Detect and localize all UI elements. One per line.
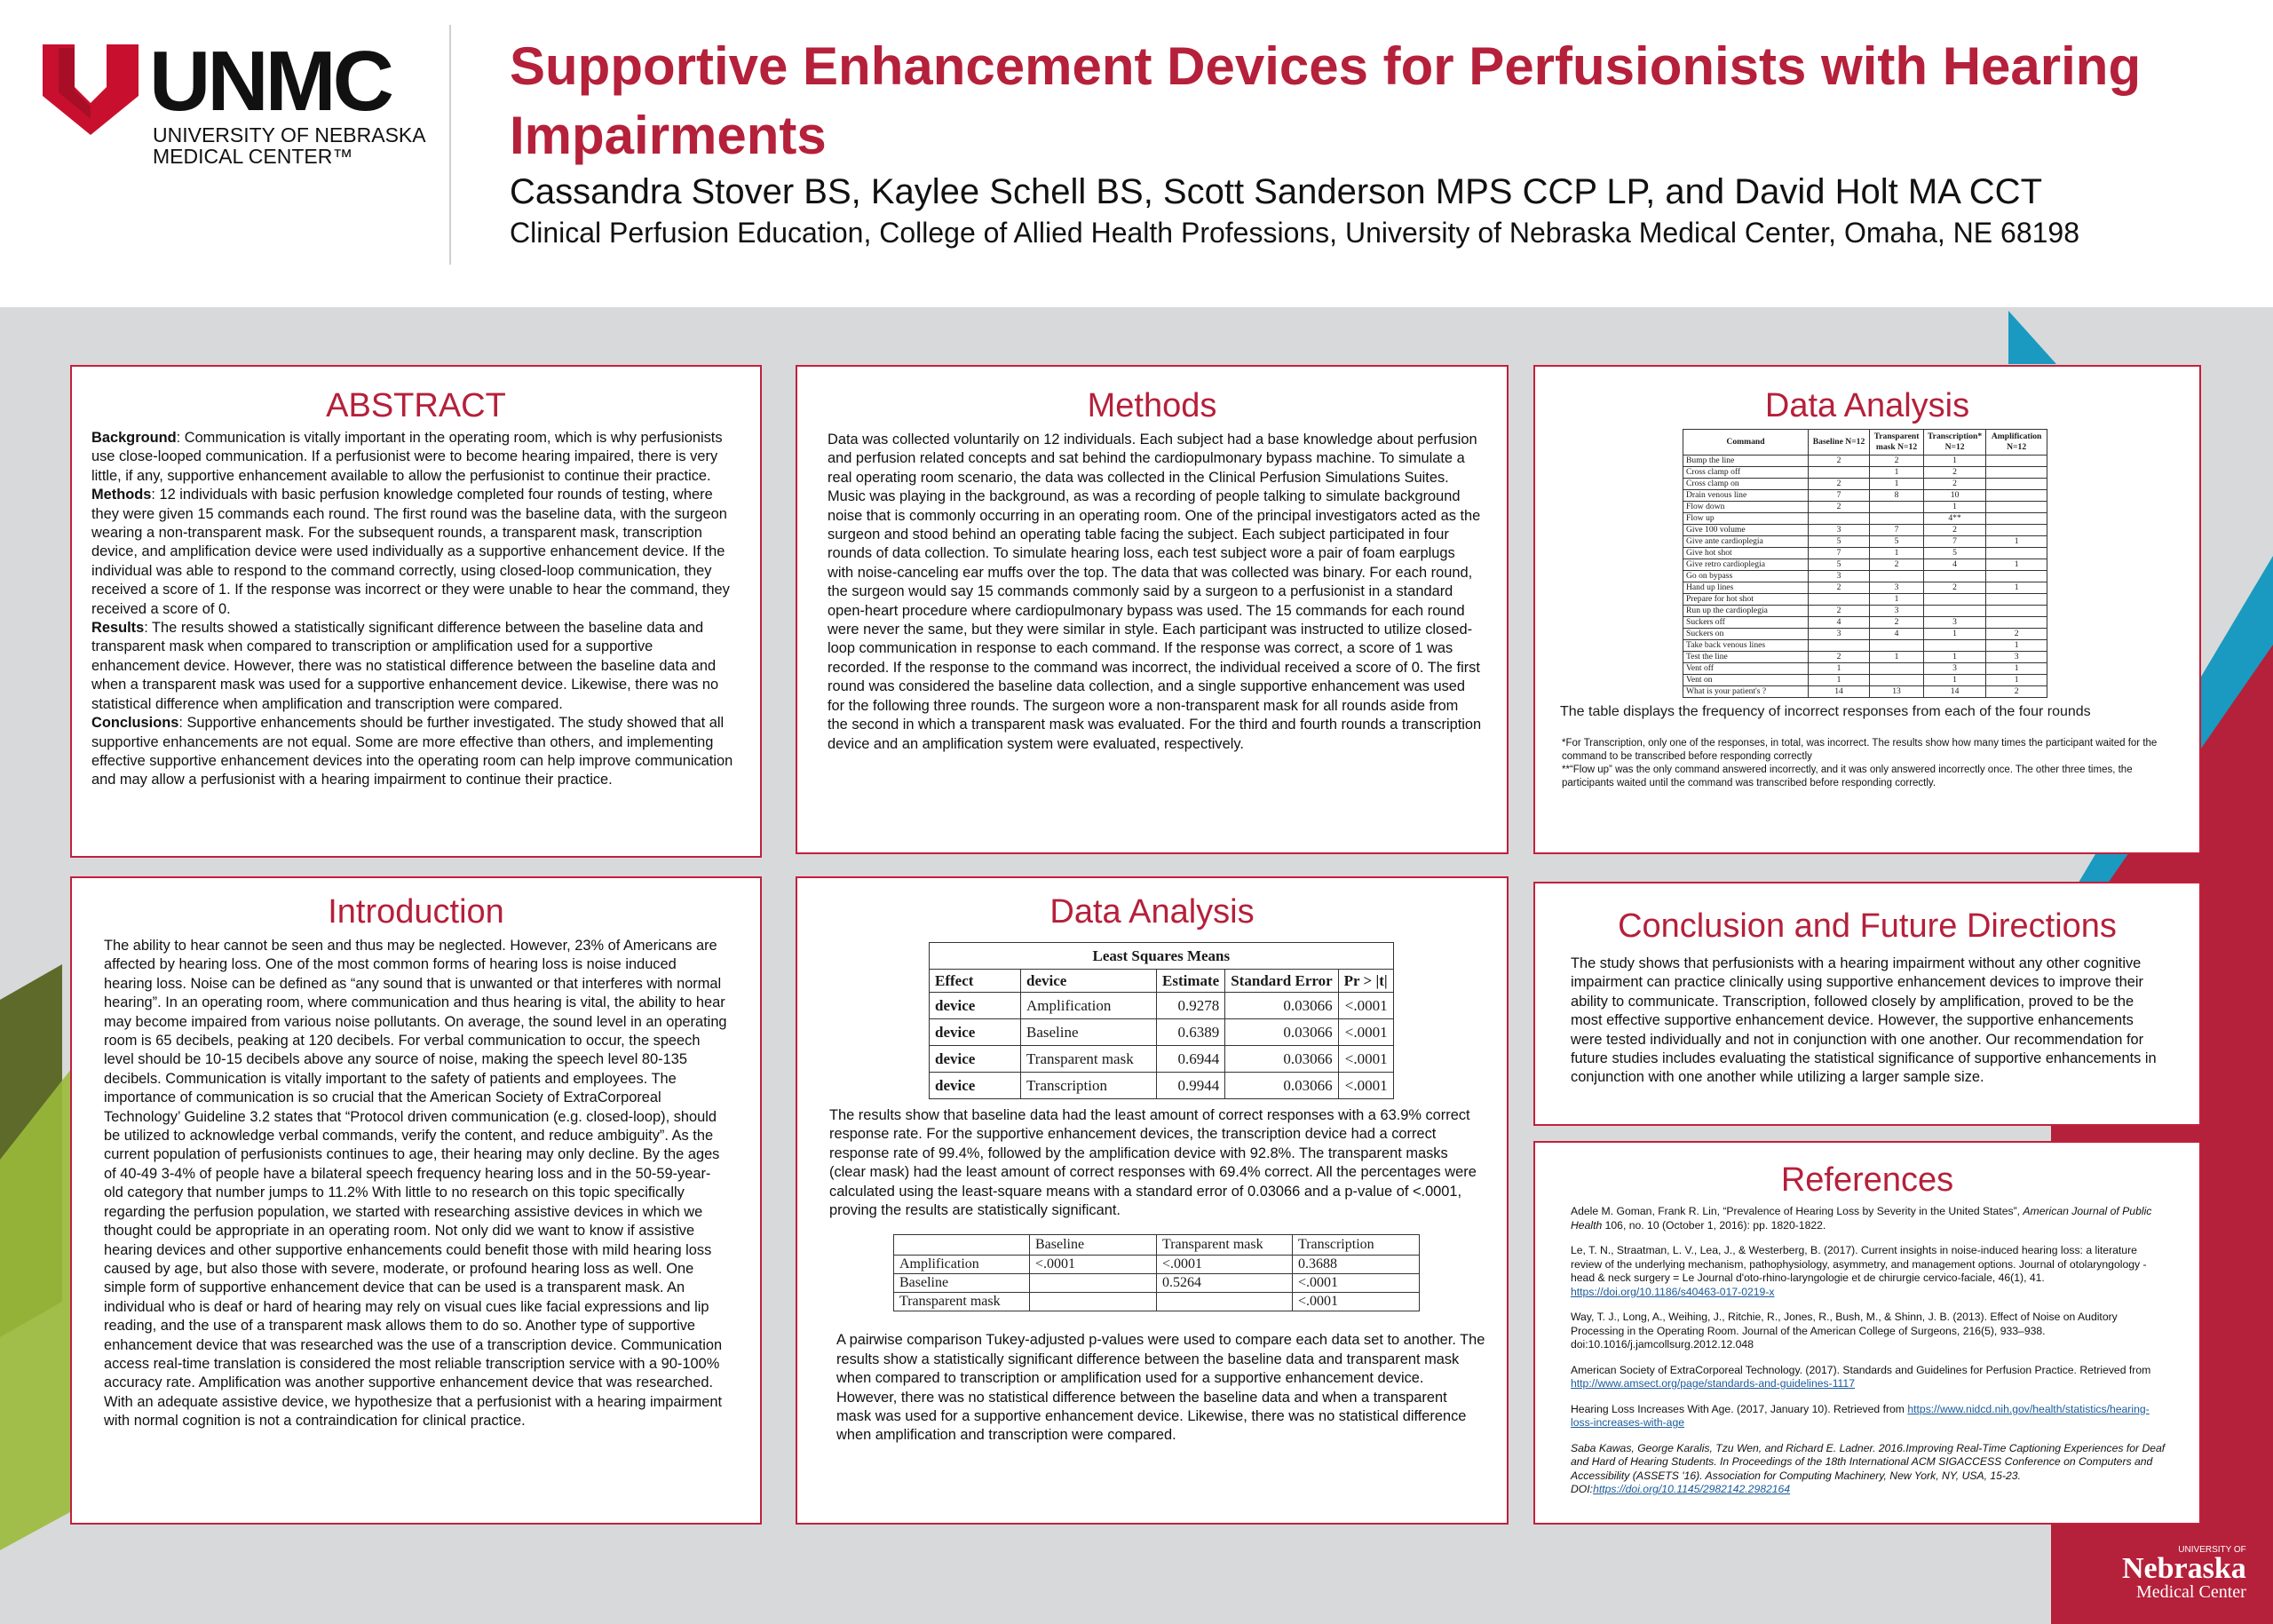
table-cell: 7 <box>1870 525 1924 536</box>
table-row <box>1683 629 2047 640</box>
reference-5: Hearing Loss Increases With Age. (2017, January 10). Retrieved from https://www.nidcd.nih.gov/health/statistics/hearing-loss-increases-with-age <box>1571 1402 2150 1429</box>
lsm-cell: 0.9944 <box>1157 1073 1225 1099</box>
table-cell: 2 <box>1924 525 1986 536</box>
reference-6: Saba Kawas, George Karalis, Tzu Wen, and Richard E. Ladner. 2016.Improving Real-Time Captioning Experiences for Deaf and Hard of Hearing Students. In Proceedings of the 18th International ACM SIGACCESS Conference on Computers and Accessibility (ASSETS '16). Association for Computing Machinery, New York, NY, USA, 15-23. DOI:https://doi.org/10.1145/2982142.2982164 <box>1571 1441 2166 1495</box>
conclusion-panel <box>1533 882 2201 1126</box>
table-cell: What is your patient's ? <box>1683 686 1809 698</box>
table-cell <box>1986 594 2047 606</box>
reference-2-link[interactable]: https://doi.org/10.1186/s40463-017-0219-x <box>1571 1285 1775 1298</box>
table-row <box>1683 594 2047 606</box>
table-row <box>1683 663 2047 675</box>
pairwise-cell: <.0001 <box>1030 1256 1157 1274</box>
table-cell <box>1986 606 2047 617</box>
table-row <box>1683 571 2047 582</box>
table-cell: Vent off <box>1683 663 1809 675</box>
pairwise-cell: <.0001 <box>1157 1256 1293 1274</box>
poster-authors: Cassandra Stover BS, Kaylee Schell BS, Scott Sanderson MPS CCP LP, and David Holt MA CCT <box>510 172 2042 211</box>
lsm-cell: <.0001 <box>1338 993 1393 1019</box>
table-cell: 4 <box>1809 617 1870 629</box>
lsm-cell: 0.03066 <box>1225 993 1338 1019</box>
table-row <box>1683 456 2047 467</box>
unmc-logo-mark <box>43 44 139 135</box>
lsm-header-cell: Standard Error <box>1225 970 1338 993</box>
table-cell: 1 <box>1986 675 2047 686</box>
lsm-cell: device <box>930 1019 1021 1046</box>
table-cell: 3 <box>1924 663 1986 675</box>
lsm-cell: 0.03066 <box>1225 1019 1338 1046</box>
table-cell: 1 <box>1809 663 1870 675</box>
table-cell: 3 <box>1870 582 1924 594</box>
table-cell: 4 <box>1870 629 1924 640</box>
reference-4-link[interactable]: http://www.amsect.org/page/standards-and-guidelines-1117 <box>1571 1377 1855 1390</box>
pairwise-cell: Amplification <box>894 1256 1030 1274</box>
lsm-cell: 0.03066 <box>1225 1073 1338 1099</box>
abstract-body: Background: Communication is vitally important in the operating room, which is why perfusionists use close-looped communication. If a perfusionist were to become hearing impaired, there is very little, if any, supportive enhancement available to allow the perfusionist to continue their practice. Methods: 12 individuals with basic perfusion knowledge completed four rounds of testing, where they were given 15 commands each round. The first round was the baseline data, with the surgeon wearing a non-transparent mask. For the subsequent rounds, a transparent mask, transcription device, and amplification device were used individually as a supportive enhancement device. If the individual was able to respond to the command correctly, using closed-loop communication, they received a score of 1. If the response was incorrect or they were unable to hear the command, they received a score of 0. Results: The results showed a statistically significant difference between the baseline data and transparent mask when compared to transcription or amplification used for a supportive enhancement device. However, there was no statistical difference between the baseline data and when a transparent mask was used for a supportive enhancement device. Likewise, there was no statistical difference when amplification and transcription were compared. Conclusions: Supportive enhancements should be further investigated. The study showed that all supportive enhancements are not equal. Some are more effective than others, and implementing effective supportive enhancement devices into the operating room can help improve communication and may allow a perfusionist with a hearing impairment to continue their practice. <box>91 430 733 788</box>
methods-heading: Methods <box>1087 387 1217 424</box>
table-cell <box>1809 467 1870 479</box>
table-row <box>1683 502 2047 513</box>
poster-title: Supportive Enhancement Devices for Perfusionists with Hearing Impairments <box>510 36 2142 165</box>
least-squares-means-table <box>929 942 1394 1099</box>
lsm-header-cell: Estimate <box>1157 970 1225 993</box>
references-heading: References <box>1780 1161 1954 1199</box>
table-cell <box>1924 606 1986 617</box>
reference-6-link[interactable]: https://doi.org/10.1145/2982142.2982164 <box>1593 1483 1791 1495</box>
table-cell <box>1986 479 2047 490</box>
table-cell: 7 <box>1809 548 1870 559</box>
table-cell: 2 <box>1809 502 1870 513</box>
pairwise-row <box>894 1256 1420 1274</box>
table-header-cell: Transparent mask N=12 <box>1870 430 1924 456</box>
pairwise-header-cell: Transcription <box>1293 1235 1420 1256</box>
table-cell: 3 <box>1870 606 1924 617</box>
table-cell: 7 <box>1809 490 1870 502</box>
table-cell <box>1809 640 1870 652</box>
lsm-cell: device <box>930 1046 1021 1073</box>
table-row <box>1683 548 2047 559</box>
pairwise-cell: <.0001 <box>1293 1274 1420 1293</box>
pairwise-cell: 0.3688 <box>1293 1256 1420 1274</box>
table-cell: Cross clamp off <box>1683 467 1809 479</box>
table-cell <box>1986 617 2047 629</box>
table-cell: 5 <box>1809 559 1870 571</box>
header-divider <box>449 25 451 265</box>
lsm-cell: Amplification <box>1021 993 1157 1019</box>
data-analysis-table-panel <box>1533 365 2201 854</box>
table-row <box>1683 559 2047 571</box>
reference-1: Adele M. Goman, Frank R. Lin, “Prevalence of Hearing Loss by Severity in the United States”, American Journal of Public Health 106, no. 10 (October 1, 2016): pp. 1820-1822. <box>1571 1205 2152 1232</box>
table-caption: The table displays the frequency of incorrect responses from each of the four rounds <box>1560 704 2091 719</box>
table-cell <box>1986 525 2047 536</box>
table-cell: Give retro cardioplegia <box>1683 559 1809 571</box>
pairwise-cell: Baseline <box>894 1274 1030 1293</box>
table-cell: 1 <box>1870 652 1924 663</box>
table-cell: Hand up lines <box>1683 582 1809 594</box>
table-cell <box>1870 513 1924 525</box>
table-cell: 14 <box>1924 686 1986 698</box>
lsm-header-cell: Effect <box>930 970 1021 993</box>
reference-5-link[interactable]: https://www.nidcd.nih.gov/health/statistics/hearing-loss-increases-with-age <box>1571 1402 2150 1429</box>
teal-triangle-top <box>2008 311 2056 364</box>
table-cell: Suckers off <box>1683 617 1809 629</box>
table-cell: 1 <box>1986 640 2047 652</box>
table-cell <box>1870 675 1924 686</box>
pairwise-cell: Transparent mask <box>894 1293 1030 1311</box>
table-cell <box>1986 571 2047 582</box>
lsm-cell: 0.6944 <box>1157 1046 1225 1073</box>
nebraska-medicine-logo: UNIVERSITY OF Nebraska Medical Center <box>2122 1545 2246 1602</box>
table-cell: 7 <box>1924 536 1986 548</box>
poster-header <box>0 0 2273 307</box>
table-cell: Test the line <box>1683 652 1809 663</box>
table-cell <box>1924 594 1986 606</box>
table-cell <box>1870 571 1924 582</box>
table-cell: 1 <box>1986 663 2047 675</box>
lsm-cell: <.0001 <box>1338 1019 1393 1046</box>
table-row <box>1683 686 2047 698</box>
pairwise-row <box>894 1293 1420 1311</box>
lsm-cell: Transparent mask <box>1021 1046 1157 1073</box>
table-cell <box>1924 571 1986 582</box>
table-cell <box>1986 502 2047 513</box>
table-row <box>1683 467 2047 479</box>
table-cell <box>1870 663 1924 675</box>
table-header-cell: Transcription* N=12 <box>1924 430 1986 456</box>
lsm-cell: 0.6389 <box>1157 1019 1225 1046</box>
pairwise-cell: <.0001 <box>1293 1293 1420 1311</box>
lsm-row <box>930 1073 1394 1099</box>
lsm-cell: 0.9278 <box>1157 993 1225 1019</box>
table-cell: 3 <box>1809 525 1870 536</box>
table-cell: 1 <box>1924 652 1986 663</box>
table-cell: 2 <box>1870 559 1924 571</box>
lsm-cell: device <box>930 1073 1021 1099</box>
table-row <box>1683 490 2047 502</box>
methods-panel <box>796 365 1509 854</box>
table-cell <box>1986 490 2047 502</box>
table-row <box>1683 606 2047 617</box>
introduction-body: The ability to hear cannot be seen and thus may be neglected. However, 23% of Americans are affected by hearing loss. One of the most common forms of hearing loss is noise induced hearing loss. Noise can be defined as “any sound that is unwanted or that interferes with normal hearing”. In an operating room, where communication and thus hearing is vital, the ability to hear may become impaired from various noise pollutants. On average, the sound level in an operating room is 65 decibels, peaking at 120 decibels. For verbal communication to occur, the speech level should be 10-15 decibels above any source of noise, making the speech level 80-135 decibels. Communication is vitally important to the safety of patients and employees. The importance of communication is so crucial that the American Society of ExtraCorporeal Technology’ Guideline 3.2 states that “Protocol driven communication (e.g. closed-loop), should be utilized to acknowledge verbal commands, verify the content, and reduce ambiguity”. As the current population of perfusionists continues to age, their hearing may only decline. By the ages of 40-49 3-4% of people have a bilateral speech frequency hearing loss and in the 50-59-year-old category that number jumps to 11.2% With little to no research on this topic specifically regarding the perfusion population, we started with researching assistive devices in which we thought could be appropriate in an operating room. Not only did we want to know if assistive hearing devices and other supportive enhancements could benefit those with mild hearing loss caused by age, but also those with severe, moderate, or profound hearing loss as well. One simple form of supportive enhancement device that can be used is a transparent mask. An individual who is deaf or hard of hearing may rely on visual cues like facial expressions and lip reading, and the use of a transparent mask allows them to do so. Another type of supportive enhancement device that was researched was the use of a transcription device. Communication access real-time translation is considered the most reliable transcription service with a 90-100% accuracy rate. Amplification was another supportive enhancement device that was researched. With an adequate assistive device, we hypothesize that a perfusionist with a hearing impairment with normal cognition is not a contraindication for clinical practice. <box>104 938 727 1430</box>
table-cell: 2 <box>1924 479 1986 490</box>
table-cell: 10 <box>1924 490 1986 502</box>
table-cell: 2 <box>1986 686 2047 698</box>
table-cell: Cross clamp on <box>1683 479 1809 490</box>
lsm-row <box>930 993 1394 1019</box>
introduction-heading: Introduction <box>328 893 504 931</box>
table-cell: Take back venous lines <box>1683 640 1809 652</box>
footnote-flow-up: **“Flow up” was the only command answered incorrectly, and it was only answered incorrectly once. The other three times, the participants waited until the command was transcribed before responding correctly. <box>1562 764 2133 788</box>
table-cell: Bump the line <box>1683 456 1809 467</box>
table-cell: Run up the cardioplegia <box>1683 606 1809 617</box>
table-cell: 5 <box>1809 536 1870 548</box>
table-cell: 2 <box>1870 456 1924 467</box>
table-cell <box>1986 467 2047 479</box>
table-cell: 1 <box>1870 548 1924 559</box>
table-cell: Prepare for hot shot <box>1683 594 1809 606</box>
table-header-cell: Baseline N=12 <box>1809 430 1870 456</box>
table-cell: Drain venous line <box>1683 490 1809 502</box>
abstract-heading: ABSTRACT <box>326 387 506 424</box>
lsm-header-cell: Pr > |t| <box>1338 970 1393 993</box>
table-cell: 2 <box>1986 629 2047 640</box>
table-cell: 1 <box>1986 559 2047 571</box>
table-cell: 14 <box>1809 686 1870 698</box>
poster-affiliation: Clinical Perfusion Education, College of Allied Health Professions, University of Nebraska Medical Center, Omaha, NE 68198 <box>510 217 2079 249</box>
table-cell: 2 <box>1809 606 1870 617</box>
lsm-cell: 0.03066 <box>1225 1046 1338 1073</box>
lsm-row <box>930 1019 1394 1046</box>
table-row <box>1683 640 2047 652</box>
table-cell: 1 <box>1986 582 2047 594</box>
lsm-cell: <.0001 <box>1338 1046 1393 1073</box>
table-row <box>1683 652 2047 663</box>
table-cell: Give 100 volume <box>1683 525 1809 536</box>
pairwise-cell <box>1157 1293 1293 1311</box>
table-cell: 2 <box>1809 582 1870 594</box>
table-cell: 2 <box>1870 617 1924 629</box>
table-cell <box>1986 456 2047 467</box>
table-cell <box>1986 513 2047 525</box>
table-row <box>1683 617 2047 629</box>
reference-3: Way, T. J., Long, A., Weihing, J., Ritchie, R., Jones, R., Bush, M., & Shinn, J. B. (2013). Effect of Noise on Auditory Processing in the Operating Room. Journal of the American College of Surgeons, 216(5), 933–938. doi:10.1016/j.jamcollsurg.2012.12.048 <box>1571 1311 2118 1351</box>
table-cell: Give hot shot <box>1683 548 1809 559</box>
table-row <box>1683 513 2047 525</box>
references-list <box>1535 1200 2199 1497</box>
table-cell <box>1809 513 1870 525</box>
table-header-cell: Amplification N=12 <box>1986 430 2047 456</box>
table-cell: Flow down <box>1683 502 1809 513</box>
data-analysis-heading-1: Data Analysis <box>1764 387 1970 424</box>
table-cell: 1 <box>1924 502 1986 513</box>
conclusion-body: The study shows that perfusionists with a hearing impairment without any other cognitive impairment can practice clinically using supportive enhancement devices to improve their ability to communicate. Transcription, followed closely by amplification, proved to be the most effective supportive enhancement device. However, the supportive enhancements were tested individually and not in conjunction with one another. Our recommendation for future studies includes evaluating the statistical significance of supportive enhancements in conjunction with one another while utilizing a larger sample size. <box>1571 955 2157 1086</box>
table-cell: 4 <box>1924 559 1986 571</box>
table-row <box>1683 582 2047 594</box>
table-header-cell: Command <box>1683 430 1809 456</box>
table-cell: Vent on <box>1683 675 1809 686</box>
conclusion-heading: Conclusion and Future Directions <box>1618 907 2117 945</box>
table-cell: 1 <box>1870 467 1924 479</box>
pairwise-header-cell <box>894 1235 1030 1256</box>
table-cell: 1 <box>1924 629 1986 640</box>
table-cell: 5 <box>1870 536 1924 548</box>
table-cell: Give ante cardioplegia <box>1683 536 1809 548</box>
lsm-row <box>930 1046 1394 1073</box>
pairwise-comparison-table <box>893 1234 1420 1311</box>
table-cell: 1 <box>1986 536 2047 548</box>
table-cell: Suckers on <box>1683 629 1809 640</box>
unmc-logo-word: UNMC <box>149 34 391 129</box>
pairwise-cell <box>1030 1293 1157 1311</box>
table-cell: 1 <box>1924 675 1986 686</box>
lsm-title: Least Squares Means <box>930 943 1394 970</box>
table-cell: 3 <box>1809 571 1870 582</box>
incorrect-responses-table <box>1683 429 2047 698</box>
lsm-cell: <.0001 <box>1338 1073 1393 1099</box>
references-panel <box>1533 1141 2201 1525</box>
pairwise-header-cell: Transparent mask <box>1157 1235 1293 1256</box>
table-cell <box>1986 548 2047 559</box>
table-cell: 5 <box>1924 548 1986 559</box>
lsm-cell: device <box>930 993 1021 1019</box>
table-cell: 3 <box>1924 617 1986 629</box>
table-cell: 3 <box>1986 652 2047 663</box>
table-cell: 2 <box>1924 582 1986 594</box>
unmc-logo-subtitle: UNIVERSITY OF NEBRASKA MEDICAL CENTER™ <box>153 123 426 168</box>
data-analysis-heading-2: Data Analysis <box>1049 893 1255 931</box>
table-cell <box>1870 640 1924 652</box>
table-cell: 2 <box>1809 652 1870 663</box>
table-cell: 1 <box>1924 456 1986 467</box>
table-cell: 8 <box>1870 490 1924 502</box>
table-cell <box>1809 594 1870 606</box>
table-cell: 1 <box>1870 479 1924 490</box>
table-row <box>1683 675 2047 686</box>
table-cell: 4** <box>1924 513 1986 525</box>
footnote-transcription: *For Transcription, only one of the responses, in total, was incorrect. The results show how many times the participant waited for the command to be transcribed before responding correctly <box>1562 738 2158 762</box>
data-analysis-stats-panel <box>796 876 1509 1525</box>
table-row <box>1683 479 2047 490</box>
table-row <box>1683 536 2047 548</box>
lsm-cell: Baseline <box>1021 1019 1157 1046</box>
pairwise-cell: 0.5264 <box>1157 1274 1293 1293</box>
table-cell: Go on bypass <box>1683 571 1809 582</box>
table-cell: 3 <box>1809 629 1870 640</box>
table-cell: 1 <box>1870 594 1924 606</box>
pairwise-row <box>894 1274 1420 1293</box>
pairwise-header-cell: Baseline <box>1030 1235 1157 1256</box>
abstract-panel <box>70 365 762 858</box>
table-cell: 2 <box>1924 467 1986 479</box>
reference-2: Le, T. N., Straatman, L. V., Lea, J., & Westerberg, B. (2017). Current insights in noise-induced hearing loss: a literature review of the underlying mechanism, pathophysiology, asymmetry, and management options. Journal of otolaryngology - head & neck surgery = Le Journal d'oto-rhino-laryngologie et de chirurgie cervico-faciale, 46(1), 41. https://doi.org/10.1186/s40463-017-0219-x <box>1571 1244 2147 1298</box>
table-cell: Flow up <box>1683 513 1809 525</box>
table-row <box>1683 525 2047 536</box>
methods-body: Data was collected voluntarily on 12 individuals. Each subject had a base knowledge about perfusion and perfusion related concepts and sat behind the cardiopulmonary bypass machine. To simulate a real operating room scenario, the data was collected in the Clinical Perfusion Simulations Suites. Music was playing in the background, as was a recording of people talking to simulate background noise that is commonly occurring in an operating room. One of the principal investigators acted as the surgeon and stood behind an operating table facing the subject. Each subject participated in four rounds of data collection. To simulate hearing loss, each test subject wore a pair of foam earplugs with noise-canceling ear muffs over the top. The data that was collected was binary. For each round, the surgeon would say 15 commands commonly said by a surgeon to a perfusionist in a standard open-heart procedure where cardiopulmonary bypass was used. The 15 commands for each round were never the same, but they were similar in style. Each participant was instructed to utilize closed-loop communication in response to each command. If the response was correct, a score of 1 was recorded. If the response to the command was incorrect, the individual received a score of 0. The first round was considered the baseline data collection, and a single supportive enhancement was used for the following three rounds. The surgeon wore a non-transparent mask for all rounds aside from the second in which a transparent mask was evaluated. For the third and fourth rounds a transcription device and an amplification system were evaluated, respectively. <box>828 432 1482 752</box>
reference-4: American Society of ExtraCorporeal Technology. (2017). Standards and Guidelines for Perfusion Practice. Retrieved from http://www.amsect.org/page/standards-and-guidelines-1117 <box>1571 1363 2151 1390</box>
table-cell: 13 <box>1870 686 1924 698</box>
table-cell <box>1870 502 1924 513</box>
introduction-panel <box>70 876 762 1525</box>
table-cell: 1 <box>1809 675 1870 686</box>
table-cell <box>1924 640 1986 652</box>
lsm-header-cell: device <box>1021 970 1157 993</box>
pairwise-cell <box>1030 1274 1157 1293</box>
pairwise-text: A pairwise comparison Tukey-adjusted p-values were used to compare each data set to another. The results show a statistically significant difference between the baseline data and transparent mask when compared to transcription or amplification used for a supportive enhancement device. However, there was no statistical difference between the baseline data and when a transparent mask was used for a supportive enhancement device. Likewise, there was no statistical difference when amplification and transcription were compared. <box>836 1332 1485 1444</box>
table-cell: 2 <box>1809 456 1870 467</box>
results-text: The results show that baseline data had the least amount of correct responses with a 63.9% correct response rate. For the supportive enhancement devices, the transcription device had a correct response rate of 99.4%, followed by the amplification device with 92.8%. The transparent masks (clear mask) had the least amount of correct responses with 69.4% correct. All the percentages were calculated using the least-square means with a standard error of 0.03066 and a p-value of <.0001, proving the results are statistically significant. <box>829 1107 1477 1219</box>
table-cell: 2 <box>1809 479 1870 490</box>
lsm-cell: Transcription <box>1021 1073 1157 1099</box>
